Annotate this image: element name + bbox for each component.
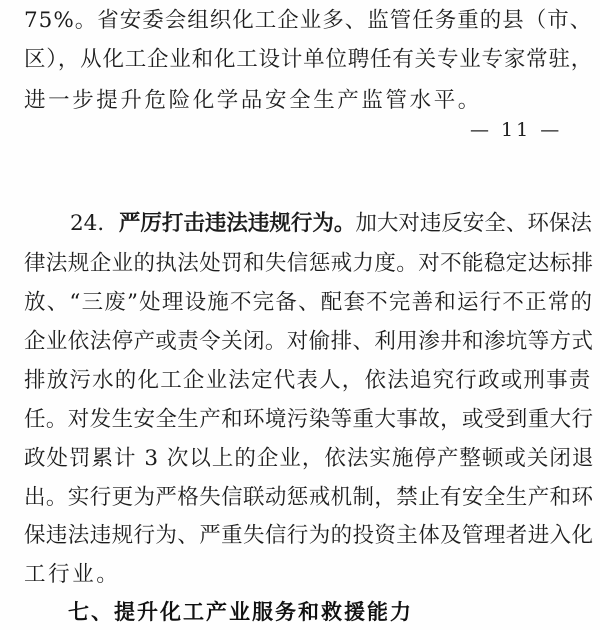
section-heading: 七、提升化工产业服务和救援能力: [68, 600, 413, 624]
item-lead-text: 严厉打击违法违规行为。: [118, 211, 356, 236]
paragraph-line: 政处罚累计 3 次以上的企业，依法实施停产整顿或关闭退: [24, 446, 595, 471]
paragraph-line: 企业依法停产或责令关闭。对偷排、利用渗井和渗坑等方式: [24, 329, 594, 354]
paragraph-line: 律法规企业的执法处罚和失信惩戒力度。对不能稳定达标排: [24, 251, 594, 276]
paragraph-line: 排放污水的化工企业法定代表人，依法追究行政或刑事责: [24, 368, 592, 393]
paragraph-line-3: 进一步提升危险化学品安全生产监管水平。: [24, 88, 482, 113]
paragraph-line: 出。实行更为严格失信联动惩戒机制，禁止有安全生产和环: [24, 485, 594, 510]
item-first-line-text: 加大对违反安全、环保法: [355, 211, 592, 236]
item-number: 24．: [70, 211, 119, 236]
paragraph-line: 任。对发生安全生产和环境污染等重大事故，或受到重大行: [24, 407, 594, 432]
paragraph-line: 放、“三废”处理设施不完备、配套不完善和运行不正常的: [24, 290, 594, 315]
item-24-first-line: [70, 211, 592, 237]
paragraph-line: 保违法违规行为、严重失信行为的投资主体及管理者进入化: [24, 523, 594, 548]
paragraph-line: 工行业。: [24, 562, 121, 587]
paragraph-line-1: 75%。省安委会组织化工企业多、监管任务重的县（市、: [24, 8, 593, 33]
paragraph-line-2: 区），从化工企业和化工设计单位聘任有关专业专家常驻，: [24, 47, 594, 72]
page-number: — 11 —: [470, 119, 563, 141]
